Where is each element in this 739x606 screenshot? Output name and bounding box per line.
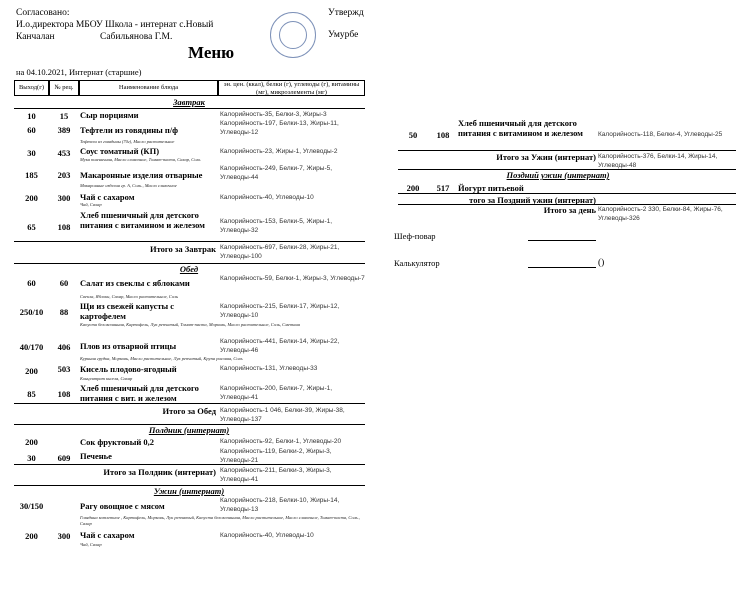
breakfast-rec-1: 15 [59,111,69,121]
breakfast-dish-6: Хлеб пшеничный для детского питания с витамином и железом [80,210,205,230]
day-total-label: Итого за день [543,205,596,215]
right-bread-out: 50 [408,130,418,140]
snack-dish-2: Печенье [80,451,112,461]
dinner-total-label: Итого за Ужин (интернат) [496,152,596,162]
section-late-dinner: Поздний ужин (интернат) [506,170,610,180]
lunch-out-4: 200 [25,366,38,376]
lunch-ingr-2: Капуста белокочанная, Картофель, Лук репчатый, Томат-паста, Морковь, Масло растительное, Соль, Сметана [80,322,301,327]
lunch-total: Калорийность-1 046, Белки-39, Жиры-38, Углеводы-137 [220,407,345,423]
calc-label: Калькулятор [394,258,440,268]
breakfast-nut-4: Калорийность-249, Белки-7, Жиры-5, Углеводы-44 [220,165,333,181]
lunch-dish-3: Плов из отварной птицы [80,341,177,351]
section-lunch: Обед [179,264,199,274]
agreed-line2-right: Сабильянова Г.М. [100,32,173,42]
breakfast-nut-1: Калорийность-35, Белки-3, Жиры-3 [220,111,327,118]
breakfast-nut-6: Калорийность-153, Белки-5, Жиры-1, Углеводы-32 [220,218,333,234]
breakfast-ingr-4: Макаронные изделия гр. А, Соль., Масло сливочное [80,183,177,188]
lunch-total-label: Итого за Обед [162,406,216,416]
lunch-rec-3: 406 [57,342,71,352]
dinner-total: Калорийность-376, Белки-14, Жиры-14, Углеводы-48 [598,153,718,169]
section-breakfast: Завтрак [173,97,205,107]
breakfast-dish-3: Соус томатный (КП) [80,146,160,156]
breakfast-out-5: 200 [25,193,38,203]
breakfast-dish-5: Чай с сахаром [80,192,135,202]
late-rec: 517 [436,183,450,193]
lunch-dish-5: Хлеб пшеничный для детского питания с вит. и железом [80,383,199,403]
late-out: 200 [406,183,420,193]
breakfast-out-4: 185 [25,170,38,180]
breakfast-out-2: 60 [27,125,36,135]
breakfast-rec-4: 203 [57,170,71,180]
page-title: Меню [188,43,235,62]
snack-dish-1: Сок фруктовый 0,2 [80,437,155,447]
lunch-nut-3: Калорийность-441, Белки-14, Жиры-22, Углеводы-46 [220,338,340,354]
lunch-ingr-1: Свекла, Яблоки, Сахар, Масло растительное, Соль [80,294,178,299]
lunch-out-2: 250/10 [19,307,44,317]
breakfast-rec-5: 300 [57,193,71,203]
late-total-label: того за Поздний ужин (интернат) [469,195,596,205]
right-bread-nut: Калорийность-118, Белки-4, Углеводы-25 [598,131,723,138]
breakfast-dish-4: Макаронные изделия отварные [80,170,203,180]
dinner-rec-2: 300 [57,531,71,541]
dinner-dish-2: Чай с сахаром [80,530,135,540]
right-bread-rec: 108 [436,130,450,140]
breakfast-out-1: 10 [27,111,36,121]
late-dish: Йогурт питьевой [458,183,524,193]
lunch-nut-2: Калорийность-215, Белки-17, Жиры-12, Углеводы-10 [220,303,340,319]
breakfast-rec-6: 108 [57,222,71,232]
breakfast-ingr-3: Мука пшеничная, Масло сливочное, Томат-паста, Сахар, Соль [80,157,201,162]
agreed-line2-left: Канчалан [16,32,55,42]
lunch-dish-4: Кисель плодово-ягодный [80,364,177,374]
lunch-rec-4: 503 [57,364,71,374]
section-dinner: Ужин (интернат) [153,486,225,496]
stamp-seal [270,12,316,58]
lunch-rec-2: 88 [59,307,69,317]
snack-nut-2: Калорийность-119, Белки-2, Жиры-3, Углеводы-21 [220,448,332,464]
snack-rec-2: 609 [57,453,71,463]
breakfast-nut-5: Калорийность-40, Углеводы-10 [220,194,314,201]
snack-out-2: 30 [27,453,36,463]
section-snack: Полдник (интернат) [148,425,230,435]
agreed-label: Согласовано: [16,8,70,18]
snack-total: Калорийность-211, Белки-3, Жиры-3, Углеводы-41 [220,467,332,483]
dinner-ingr-2: Чай, Сахар [80,542,102,547]
lunch-nut-1: Калорийность-59, Белки-1, Жиры-3, Углеводы-7 [220,275,365,282]
breakfast-dish-1: Сыр порциями [80,110,139,120]
dinner-out-1: 30/150 [19,501,44,511]
lunch-ingr-3: Куриная грудка, Морковь, Масло растительное, Лук репчатый, Крупа рисовая, Соль [80,356,243,361]
lunch-out-1: 60 [27,278,36,288]
breakfast-out-3: 30 [27,148,36,158]
chef-label: Шеф-повар [394,231,436,241]
breakfast-dish-2: Тефтели из говядины п/ф [80,125,179,135]
lunch-nut-4: Калорийность-131, Углеводы-33 [220,365,318,372]
dinner-ingr-1: Говядина котлетное , Картофель, Морковь, Лук репчатый, Капуста белокочанная, Масло растительное, Масло сливочное, Томат-паста, Соль., Сахар [80,515,360,526]
lunch-dish-2: Щи из свежей капусты с картофелем [80,301,175,321]
breakfast-total-label: Итого за Завтрак [149,244,216,254]
breakfast-ingr-2: Тефтели из говядины (70г), Масло растительное [80,139,175,144]
menu-subtitle: на 04.10.2021, Интернат (старшие) [16,67,142,77]
lunch-rec-5: 108 [57,389,71,399]
agreed-line1: И.о.директора МБОУ Школа - интернат с.Новый [16,20,214,30]
lunch-out-3: 40/170 [19,342,44,352]
dinner-out-2: 200 [25,531,38,541]
lunch-rec-1: 60 [59,278,69,288]
dinner-nut-1: Калорийность-218, Белки-10, Жиры-14, Углеводы-13 [220,497,340,513]
right-bread-dish: Хлеб пшеничный для детского питания с витамином и железом [458,118,583,138]
day-total: Калорийность-2 330, Белки-84, Жиры-76, Углеводы-326 [598,206,723,222]
lunch-dish-1: Салат из свеклы с яблоками [80,278,190,288]
lunch-out-5: 85 [27,389,36,399]
calc-signature-line [528,267,596,268]
approve-label: Утвержд [328,8,364,18]
breakfast-nut-2: Калорийность-197, Белки-13, Жиры-11, Углеводы-12 [220,120,339,136]
snack-total-label: Итого за Полдник (интернат) [103,467,216,477]
breakfast-ingr-5: Чай, Сахар [80,202,102,207]
col-nutrition-header: эн. цен. (ккал), белки (г), углеводы (г), витамины (мг), микроэлементы (мг) [218,80,365,96]
col-name-header: Наименование блюда [79,80,218,96]
snack-out-1: 200 [25,437,38,447]
breakfast-rec-2: 389 [57,125,71,135]
breakfast-rec-3: 453 [57,148,71,158]
snack-nut-1: Калорийность-92, Белки-1, Углеводы-20 [220,438,342,445]
approve-line2: Умурбе [328,30,359,40]
breakfast-total: Калорийность-697, Белки-28, Жиры-21, Углеводы-100 [220,244,340,260]
chef-signature-line [528,240,596,241]
lunch-ingr-4: Концентрат киселя, Сахар [80,376,133,381]
dinner-nut-2: Калорийность-40, Углеводы-10 [220,532,314,539]
col-output-header: Выход(г) [14,80,49,96]
breakfast-nut-3: Калорийность-23, Жиры-1, Углеводы-2 [220,148,338,155]
calc-mark: () [598,258,605,268]
col-recipe-header: № рец. [49,80,79,96]
dinner-dish-1: Рагу овощное с мясом [80,501,165,511]
lunch-nut-5: Калорийность-200, Белки-7, Жиры-1, Углеводы-41 [220,385,333,401]
breakfast-out-6: 65 [27,222,36,232]
